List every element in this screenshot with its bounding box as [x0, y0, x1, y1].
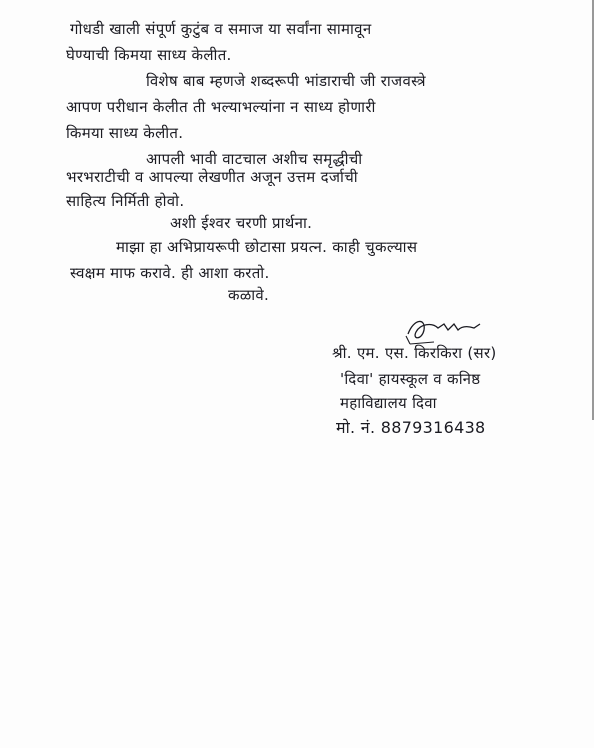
- letter-line: घेण्याची किमया साध्य केलीत.: [66, 46, 232, 64]
- letter-line: स्वक्षम माफ करावे. ही आशा करतो.: [70, 264, 270, 282]
- handwritten-signature: [404, 314, 484, 348]
- signatory-name: श्री. एम. एस. किरकिरा (सर): [332, 344, 497, 362]
- letter-line: अशी ईश्वर चरणी प्रार्थना.: [170, 214, 313, 232]
- letter-line: गोधडी खाली संपूर्ण कुटुंब व समाज या सर्वांना सामावून: [70, 20, 372, 38]
- letter-line: किमया साध्य केलीत.: [66, 124, 184, 142]
- letter-line: साहित्य निर्मिती होवो.: [66, 192, 185, 210]
- signatory-college: महाविद्यालय दिवा: [340, 394, 437, 412]
- signatory-mobile: मो. नं. 8879316438: [336, 418, 486, 437]
- signatory-school: 'दिवा' हायस्कूल व कनिष्ठ: [340, 370, 481, 388]
- letter-line: भरभराटीची व आपल्या लेखणीत अजून उत्तम दर्जाची: [66, 168, 358, 186]
- letter-line: आपली भावी वाटचाल अशीच समृद्धीची: [146, 150, 363, 168]
- closing-line: कळावे.: [228, 286, 270, 304]
- letter-line: विशेष बाब म्हणजे शब्दरूपी भांडाराची जी राजवस्त्रे: [146, 72, 426, 90]
- letter-line: आपण परीधान केलीत ती भल्याभल्यांना न साध्य होणारी: [66, 98, 376, 116]
- letter-line: माझा हा अभिप्रायरूपी छोटासा प्रयत्न. काही चुकल्यास: [116, 238, 418, 256]
